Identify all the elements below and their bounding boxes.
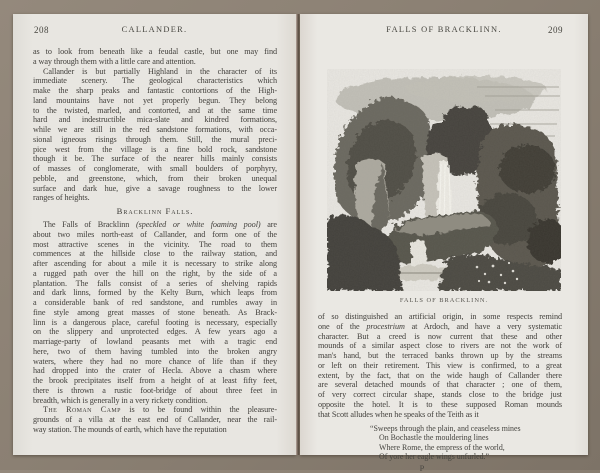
text-line: On Bochastle the mouldering lines — [379, 433, 489, 443]
text-line: sional igneous risings through them. Still, the mural preci- — [33, 134, 277, 144]
section-heading: Bracklinn Falls. — [116, 206, 194, 216]
text-line: pice west from the village is a fine bold rock, sandstone — [33, 144, 277, 154]
right-running-head — [300, 25, 588, 39]
text-line: while we are still in the red sandstone formations, with occa- — [33, 125, 277, 134]
text-line: a rugged path over the hill on the right, by the side of a — [33, 268, 277, 278]
right-running-title: FALLS OF BRACKLINN. — [386, 25, 502, 34]
text-line: Callander is but partially Highland in the character of its — [43, 66, 277, 76]
text-line: character. But a creed is now current that these and other — [318, 331, 562, 341]
text-line: linn is a dangerous place, careful footing is necessary, especially — [33, 317, 277, 327]
text-line: ranges of heights. — [33, 193, 90, 203]
italic-text: (speckled or white foaming pool) — [135, 220, 261, 229]
text-line: opposite the hotel. It is to these supposed Roman mounds — [318, 399, 562, 409]
signature-mark: P — [419, 464, 425, 473]
right-text-block — [318, 312, 562, 419]
text-segment: one of the — [318, 321, 367, 331]
text-line: hard and indestructible mica-slate and kindred formations, — [33, 115, 277, 125]
text-line: are several detached mounds of that character ; one of them, — [318, 380, 562, 390]
text-line: and dark linns, formed by the Kelty Burn, which leaps from — [33, 288, 277, 298]
text-line: grounds of a villa at the east end of Callander, near the rail- — [33, 415, 277, 424]
text-line — [33, 220, 277, 230]
text-line: here, two of them having tumbled into the broken angry — [33, 346, 277, 356]
text-line: waters, where they had no more chance of life than if they — [33, 356, 277, 366]
text-segment: is to be found within the pleasure- — [120, 405, 277, 415]
text-line: pebble, and greenstone, which, from their broken unequal — [33, 173, 277, 183]
text-line: fine style among great masses of stone beneath. As Brack- — [33, 307, 277, 317]
text-line: way station. The mounds of earth, which have the reputation — [33, 424, 227, 434]
text-line: extent, by the fact, that on the wide haugh of Callander there — [318, 370, 562, 380]
text-line: the brook precipitates itself from a height of at least fifty feet, — [33, 376, 277, 385]
italic-text: procestrium — [366, 321, 405, 331]
text-segment: The Falls of Bracklinn — [43, 220, 136, 229]
text-line: Where Rome, the empress of the world, — [379, 442, 505, 452]
text-line: breadth, which is generally in a very rickety condition. — [33, 395, 208, 405]
text-line: of masses of conglomerate, with small boulders of porphyry, — [33, 164, 277, 173]
text-line: Of yore her eagle wings unfurled.” — [379, 451, 489, 461]
verse-quote — [370, 424, 560, 461]
text-line: there is thrown a rustic foot-bridge of about three feet in — [33, 385, 277, 395]
text-segment: at Ardoch, and have a very systematic — [404, 321, 562, 331]
left-page-number: 208 — [34, 25, 49, 35]
text-line: most attractive scenes in the vicinity. The road to them — [33, 239, 277, 249]
text-line: on the slippery and unprotected edges. A few years ago a — [33, 327, 277, 337]
left-page — [13, 14, 296, 455]
text-line: after ascending for about a mile it is necessary to strike along — [33, 259, 277, 268]
text-line: marriage-party of lowland peasants met with a tragic end — [33, 337, 277, 346]
text-line: make the sharp peaks and fantastic contortions of the High- — [33, 86, 277, 95]
right-page — [300, 14, 588, 473]
text-line: a considerable bank of red sandstone, and rumbles away in — [33, 298, 277, 307]
text-line: of so distinguished an artificial origin, in some respects remind — [318, 312, 562, 321]
text-line: about two miles north-east of Callander, and form one of the — [33, 229, 277, 239]
text-line: immediate scenery. The geological characteristics which — [33, 76, 277, 86]
text-line: that Scott alludes when he speaks of the Teith as it — [318, 409, 479, 419]
text-line: a way through them with a little care and attention. — [33, 56, 196, 66]
text-line: “Sweeps through the plain, and ceaseless mines — [370, 424, 521, 434]
text-line: though it be. The surface of the nearer hills mainly consists — [33, 154, 277, 164]
text-line: as to look from beneath like a feudal castle, but one may find — [33, 47, 277, 56]
text-line: surface and dark hue, give a savage roughness to the lower — [33, 183, 277, 193]
text-line — [33, 405, 277, 415]
text-line: mounds of a similar aspect close to rivers are not the work of — [318, 341, 562, 351]
left-running-head — [13, 25, 296, 39]
text-line: land mountains have not yet properly begun. They belong — [33, 95, 277, 105]
text-line: or left on their retirement. This view is confirmed, to a great — [318, 360, 562, 370]
text-line: commences at the hillside close to the railway station, and — [33, 249, 277, 259]
right-page-number: 209 — [548, 25, 563, 35]
left-running-title: CALLANDER. — [121, 25, 188, 34]
left-text-block — [33, 47, 277, 435]
text-line: plantation. The falls consist of a series of shelving rapids — [33, 278, 277, 288]
text-line: man's hand, but the terraced banks thrown up by the streams — [318, 351, 562, 360]
waterfall-engraving — [327, 69, 561, 291]
text-segment: are — [260, 220, 277, 229]
text-line — [318, 322, 562, 332]
text-line: had dropped into the crater of Hecla. Above a chasm where — [33, 366, 277, 376]
illustration-caption: FALLS OF BRACKLINN. — [399, 297, 489, 304]
text-line: to the twisted, marled, and contorted, and at the same time — [33, 105, 277, 115]
text-line: of very correct circular shape, stands close to the bridge just — [318, 390, 562, 399]
smallcaps-text: The Roman Camp — [43, 405, 121, 415]
